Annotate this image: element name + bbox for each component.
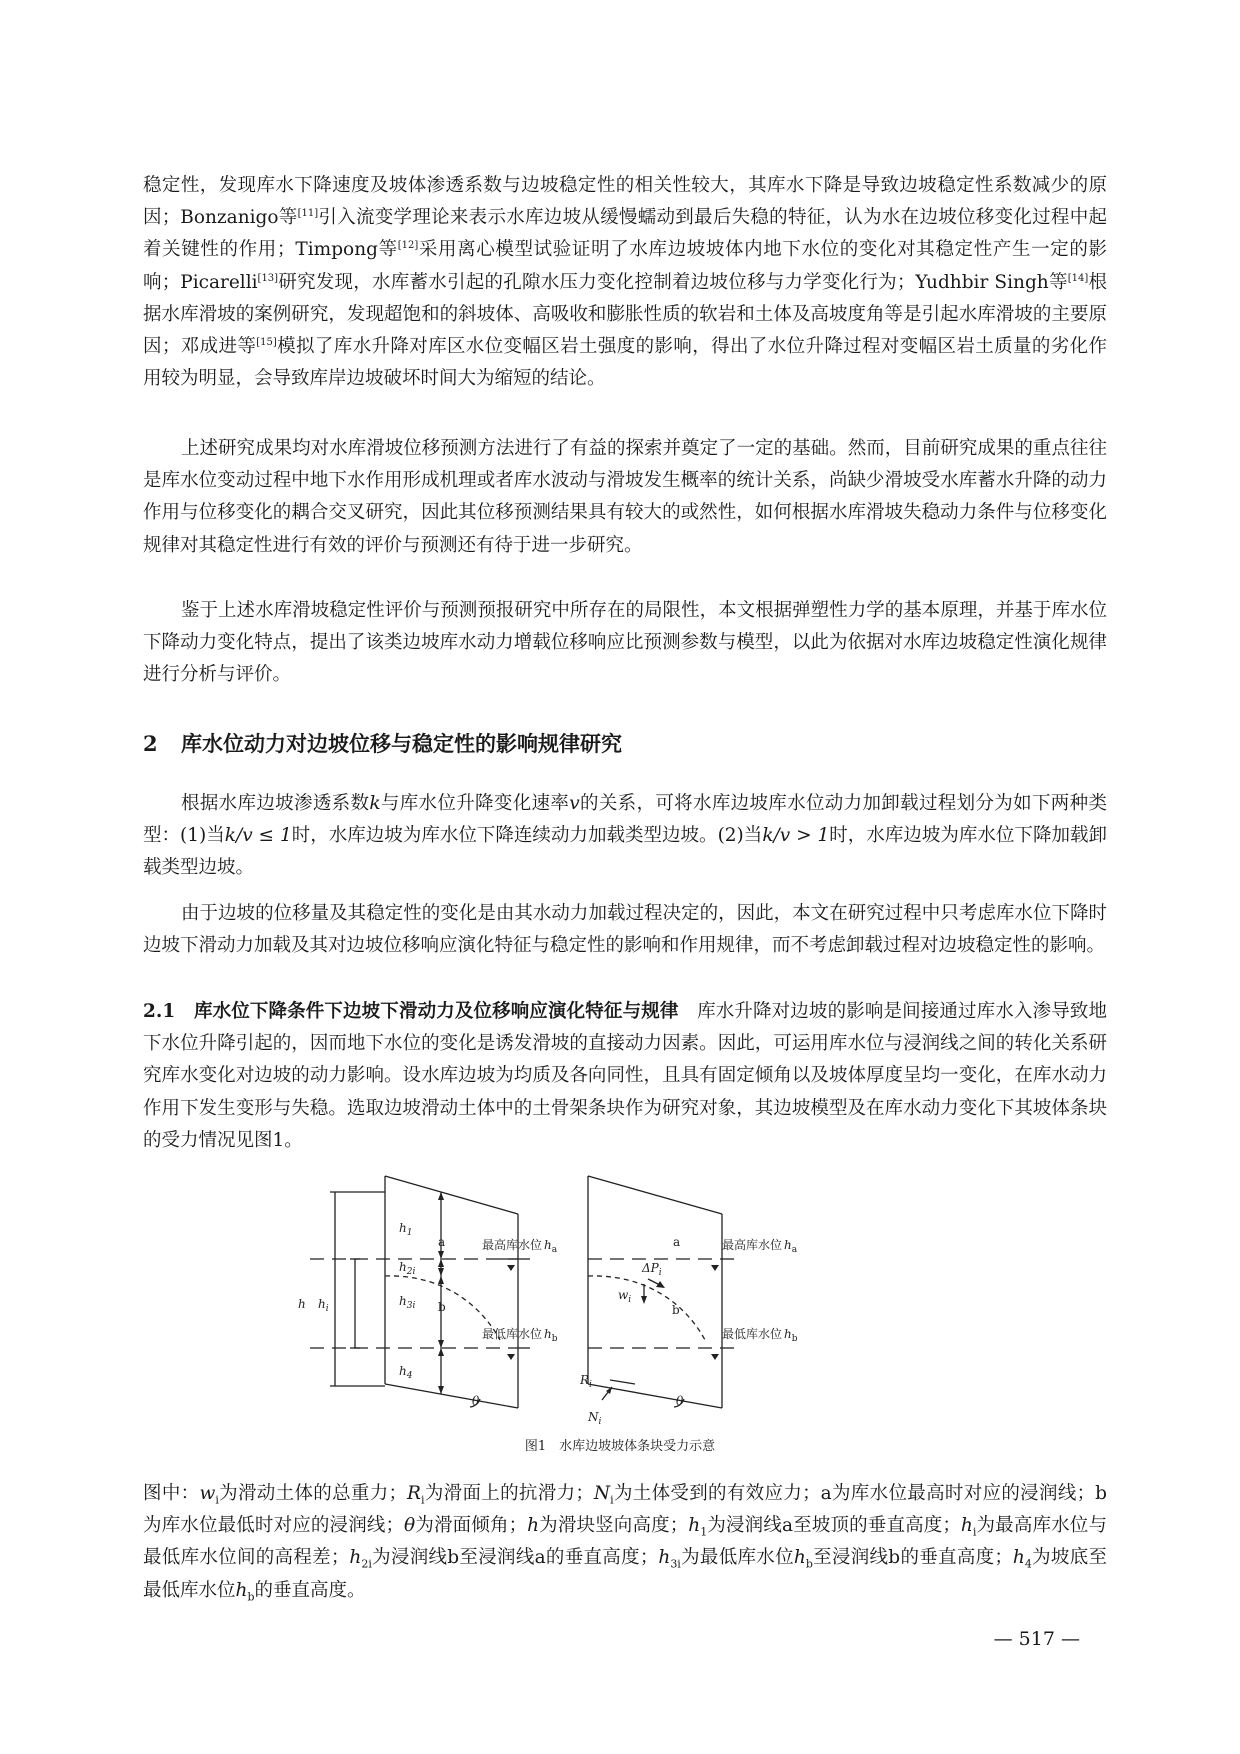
svg-text:a: a	[438, 1235, 446, 1249]
svg-text:h2i: $h_{2i}$	[399, 1260, 416, 1277]
svg-text:Ri: $R_i$	[580, 1373, 592, 1390]
svg-text:ΔPi: $\Delta P_i$	[642, 1261, 662, 1278]
svg-text:b: b	[672, 1303, 680, 1317]
svg-text:h3i: $h_{3i}$	[399, 1294, 416, 1311]
svg-text:h4: $h_4$	[399, 1364, 413, 1381]
paragraph-research-gap: 上述研究成果均对水库滑坡位移预测方法进行了有益的探索并奠定了一定的基础。然而，目前研究成果的重点往往是库水位变动过程中地下水作用形成机理或者库水波动与滑坡发生概率的统计关系，尚缺少滑坡受水库蓄水升降的动力作用与位移变化的耦合交叉研究，因此其位移预测结果具有较大的或然性，如何根据水库滑坡失稳动力条件与位移变化规律对其稳定性进行有效的评价与预测还有待于进一步研究。	[143, 438, 1107, 556]
paragraph-literature-review: 稳定性，发现库水下降速度及坡体渗透系数与边坡稳定性的相关性较大，其库水下降是导致边坡稳定性系数减少的原因；Bonzanigo等[11]引入流变学理论来表示水库边坡从缓慢蠕动到最后失稳的特征，认为水在边坡位移变化过程中起着关键性的作用；Timpong等[12]采用离心模型试验证明了水库边坡坡体内地下水位的变化对其稳定性产生一定的影响；Picarelli[13]研究发现，水库蓄水引起的孔隙水压力变化控制着边坡位移与力学变化行为；Yudhbir Singh等[14]根据水库滑坡的案例研究，发现超饱和的斜坡体、高吸收和膨胀性质的软岩和土体及高坡度角等是引起水库滑坡的主要原因；邓成进等[15]模拟了库水升降对库区水位变幅区岩土强度的影响，得出了水位升降过程对变幅区岩土质量的劣化作用较为明显，会导致库岸边坡破坏时间大为缩短的结论。	[143, 175, 1107, 390]
svg-text:最低库水位hb: 最低库水位 $h_b$	[722, 1327, 798, 1344]
figure-legend: 图中：$w_i$为滑动土体的总重力；$R_i$为滑面上的抗滑力；$N_i$为土体受到的有效应力；a为库水位最高时对应的浸润线；b为库水位最低时对应的浸润线；θ为滑面倾角；h为滑块竖向高度；$h_1$为浸润线a至坡顶的垂直高度；$h_i$为最高库水位与最低库水位间的高程差；$h_{2i}$为浸润线b至浸润线a的垂直高度；$h_{3i}$为最低库水位$h_b$至浸润线b的垂直高度；$h_4$为坡底至最低库水位$h_b$的垂直高度。	[143, 1483, 1107, 1604]
section-heading	[143, 728, 622, 758]
svg-text:θ: θ	[472, 1394, 480, 1408]
svg-text:最低库水位hb: 最低库水位 $h_b$	[482, 1327, 558, 1344]
figure-1-slope-force-diagram	[298, 1168, 950, 1432]
paragraph-subsection-2-1: 2.1 库水位下降条件下边坡下滑动力及位移响应演化特征与规律 库水升降对边坡的影响是间接通过库水入渗导致地下水位升降引起的，因而地下水位的变化是诱发滑坡的直接动力因素。因此，可运用库水位与浸润线之间的转化关系研究库水变化对边坡的动力影响。设水库边坡为均质及各向同性，且具有固定倾角以及坡体厚度呈均一变化，在库水动力作用下发生变形与失稳。选取边坡滑动土体中的土骨架条块作为研究对象，其边坡模型及在库水动力变化下其坡体条块的受力情况见图1。	[143, 1001, 1107, 1151]
figure-caption: 图1 水库边坡坡体条块受力示意	[524, 1439, 716, 1454]
citation-11: [11]	[297, 208, 319, 220]
svg-text:最高库水位ha: 最高库水位 $h_a$	[482, 1238, 558, 1255]
svg-text:a: a	[673, 1235, 681, 1249]
paragraph-load-types: 根据水库边坡渗透系数k与库水位升降变化速率v的关系，可将水库边坡库水位动力加卸载过程划分为如下两种类型：(1)当k/v ≤ 1时，水库边坡为库水位下降连续动力加载类型边坡。(2)当k/v > 1时，水库边坡为库水位下降加载卸载类型边坡。	[143, 793, 1107, 879]
svg-text:hi: $h_i$	[318, 1297, 329, 1314]
svg-text:wi: $w_i$	[618, 1288, 632, 1305]
paragraph-scope: 由于边坡的位移量及其稳定性的变化是由其水动力加载过程决定的，因此，本文在研究过程中只考虑库水位下降时边坡下滑动力加载及其对边坡位移响应演化特征与稳定性的影响和作用规律，而不考虑卸载过程对边坡稳定性的影响。	[143, 903, 1107, 957]
citation-15: [15]	[256, 336, 277, 348]
svg-text:最高库水位ha: 最高库水位 $h_a$	[722, 1238, 798, 1255]
svg-text:Ni: $N_i$	[588, 1410, 602, 1427]
section-title: 库水位动力对边坡位移与稳定性的影响规律研究	[181, 731, 622, 756]
label-h: h	[298, 1297, 306, 1311]
citation-12: [12]	[397, 240, 419, 252]
section-number: 2	[143, 731, 158, 756]
paragraph-study-aim: 鉴于上述水库滑坡稳定性评价与预测预报研究中所存在的局限性，本文根据弹塑性力学的基本原理，并基于库水位下降动力变化特点，提出了该类边坡库水动力增载位移响应比预测参数与模型，以此为依据对水库边坡稳定性演化规律进行分析与评价。	[143, 600, 1107, 686]
citation-13: [13]	[257, 272, 279, 284]
svg-text:θ: θ	[676, 1394, 684, 1408]
page-number: — 517 —	[993, 1628, 1080, 1650]
svg-text:h1: $h_1$	[399, 1221, 413, 1238]
subsection-title: 2.1 库水位下降条件下边坡下滑动力及位移响应演化特征与规律	[143, 1001, 679, 1022]
svg-text:b: b	[438, 1300, 446, 1314]
citation-14: [14]	[1067, 272, 1089, 284]
